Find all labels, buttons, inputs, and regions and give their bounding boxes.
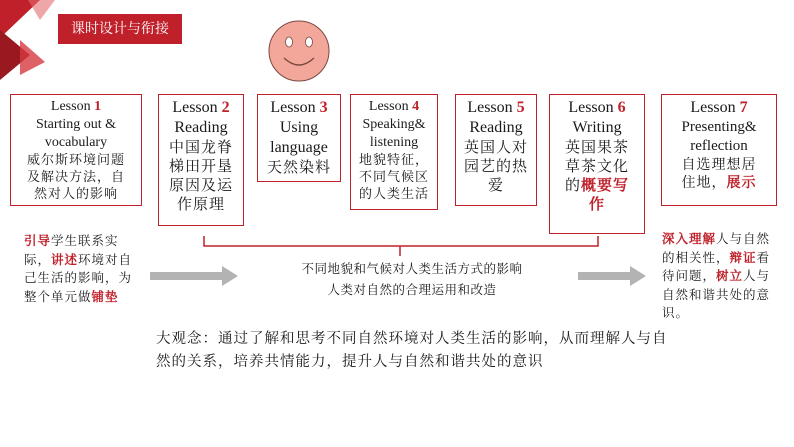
lesson-en: Starting out & (35, 117, 117, 132)
lesson-en: Reading (174, 119, 228, 136)
lesson-zh: 园艺的热 (463, 157, 528, 175)
lesson-zh: 爱 (487, 176, 504, 194)
lesson-en: Reading (469, 119, 523, 136)
lesson-zh: 英国果茶 (564, 138, 629, 156)
section-title: 课时设计与衔接 (58, 14, 182, 44)
lesson-zh: 原因及运 (168, 176, 233, 194)
lesson-en: reflection (690, 138, 748, 154)
lesson-zh: 及解决方法，自 (26, 170, 125, 185)
lesson-zh: 草茶文化 (564, 157, 629, 175)
lesson-zh: 中国龙脊 (168, 138, 233, 156)
lesson-zh: 英国人对 (463, 138, 528, 156)
lesson-title: Lesson 7 (690, 99, 748, 116)
big-idea-text: 大观念：通过了解和思考不同自然环境对人类生活的影响，从而理解人与自然的关系，培养共情能力，提升人与自然和谐共处的意识 (156, 331, 668, 370)
lesson-en: Presenting& (681, 119, 757, 135)
lesson-en: vocabulary (44, 135, 108, 150)
lesson-zh: 不同气候区 (358, 170, 429, 185)
lesson-zh: 梯田开垦 (168, 157, 233, 175)
lesson-zh: 的概要写 (564, 176, 630, 194)
lesson-en: Using (279, 119, 319, 136)
lesson-zh: 威尔斯环境问题 (26, 153, 125, 168)
lesson-zh: 的人类生活 (358, 187, 429, 202)
lesson-en: Speaking& (362, 117, 426, 132)
lesson-title: Lesson 3 (270, 99, 328, 116)
right-arrow-icon (578, 264, 648, 288)
lesson-title: Lesson 1 (50, 99, 102, 114)
lesson-zh: 天然染料 (266, 158, 331, 176)
right-note: 深入理解人与自然的相关性，辩证看待问题，树立人与自然和谐共处的意识。 (662, 231, 771, 320)
lesson-en: language (270, 139, 328, 156)
lesson-title: Lesson 6 (568, 99, 626, 116)
lesson-en: listening (369, 135, 419, 150)
center-line-1: 不同地貌和气候对人类生活方式的影响 (301, 261, 523, 276)
left-arrow-icon (150, 264, 240, 288)
lesson-zh: 住地，展示 (681, 175, 757, 191)
lesson-title: Lesson 4 (368, 99, 420, 114)
lesson-zh: 地貌特征， (358, 153, 429, 168)
lesson-zh: 作原理 (176, 195, 225, 213)
lesson-zh: 自选理想居 (681, 157, 757, 173)
center-summary (262, 258, 562, 300)
lesson-zh: 作 (588, 195, 605, 213)
lesson-en: Writing (572, 119, 622, 136)
left-note: 引导学生联系实际，讲述环境对自己生活的影响，为整个单元做铺垫 (24, 233, 133, 304)
lesson-zh: 然对人的影响 (33, 187, 118, 202)
lesson-title: Lesson 5 (467, 99, 525, 116)
lesson-title: Lesson 2 (172, 99, 230, 116)
center-line-2: 人类对自然的合理运用和改造 (327, 282, 497, 297)
